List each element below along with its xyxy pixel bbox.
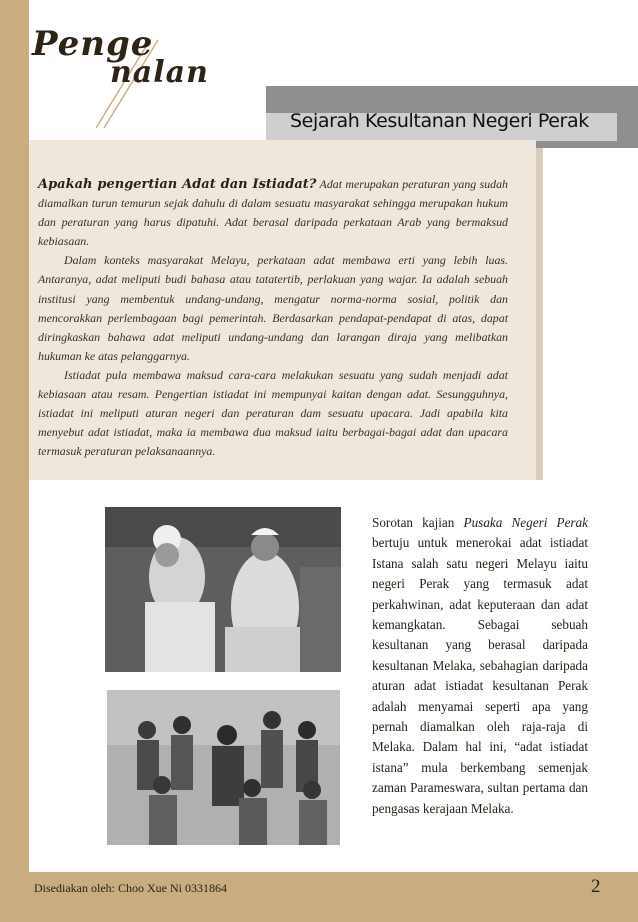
page-title-line2: nalan <box>110 55 209 90</box>
intro-text-box-shadow <box>536 148 543 480</box>
bottom-accent-band <box>0 872 638 922</box>
footer-credit: Disediakan oleh: Choo Xue Ni 0331864 <box>34 881 227 895</box>
section-subtitle: Sejarah Kesultanan Negeri Perak <box>290 110 589 132</box>
side-paragraph <box>372 513 588 819</box>
page-number: 2 <box>591 876 601 897</box>
intro-body-text <box>38 175 508 461</box>
side-text-part1: Sorotan kajian <box>372 515 464 530</box>
intro-paragraph-1 <box>38 175 508 251</box>
royal-couple-photo <box>105 507 341 672</box>
question-heading: Apakah pengertian Adat dan Istiadat? <box>38 177 317 192</box>
page-title-line1: Penge <box>32 24 154 64</box>
intro-paragraph-2: Dalam konteks masyarakat Melayu, perkataan adat membawa erti yang lebih luas. Antaranya, adat meliputi budi bahasa atau tatatertib, perlakuan yang wajar. Ia adalah sebuah institusi yang membentuk undang-undang, mengatur norma-norma sosial, politik dan mencorakkan perlembagaan bagi pemerintah. Berdasarkan pendapat-pendapat di atas, dapat diringkaskan bahawa adat meliputi undang-undang dan larangan diraja yang melibatkan hukuman ke atas pelanggarnya. <box>38 253 508 363</box>
intro-paragraph-1-text: Adat merupakan peraturan yang sudah diamalkan turun temurun sejak dahulu di dalam sesuatu masyarakat sehingga merupakan hukum dan peraturan yang harus dipatuhi. Adat berasal daripada perkataan Arab yang bermaksud kebiasaan. <box>38 177 509 249</box>
side-description <box>372 513 588 819</box>
intro-paragraph-3: Istiadat pula membawa maksud cara-cara melakukan sesuatu yang sudah menjadi adat kebiasaan atau resam. Pengertian istiadat ini mempunyai kaitan dengan adat. Sesungguhnya, istiadat ini meliputi aturan negeri dan peraturan dam sesuatu upacara. Jadi apabila kita menyebut adat istiadat, maka ia membawa dua maksud iaitu berbagai-bagai adat dan upacara termasuk peraturan pelaksanaannya. <box>38 367 508 459</box>
side-text-part2: bertuju untuk menerokai adat istiadat Istana salah satu negeri Melayu iaitu negeri Perak yang termasuk adat perkahwinan, adat keputeraan dan adat kemangkatan. Sebagai sebuah kesultanan yang berasal daripada kesultanan Melaka, sebahagian daripada aturan adat istiadat kesultanan Perak adalah menyamai seperti apa yang pernah diamalkan oleh raja-raja di Melaka. Dalam hal ini, “adat istiadat istana” mula berkembang semenjak zaman Parameswara, sultan pertama dan pengasas kerajaan Melaka. <box>372 535 588 816</box>
book-title: Pusaka Negeri Perak <box>463 515 589 530</box>
historical-group-photo <box>107 690 340 845</box>
